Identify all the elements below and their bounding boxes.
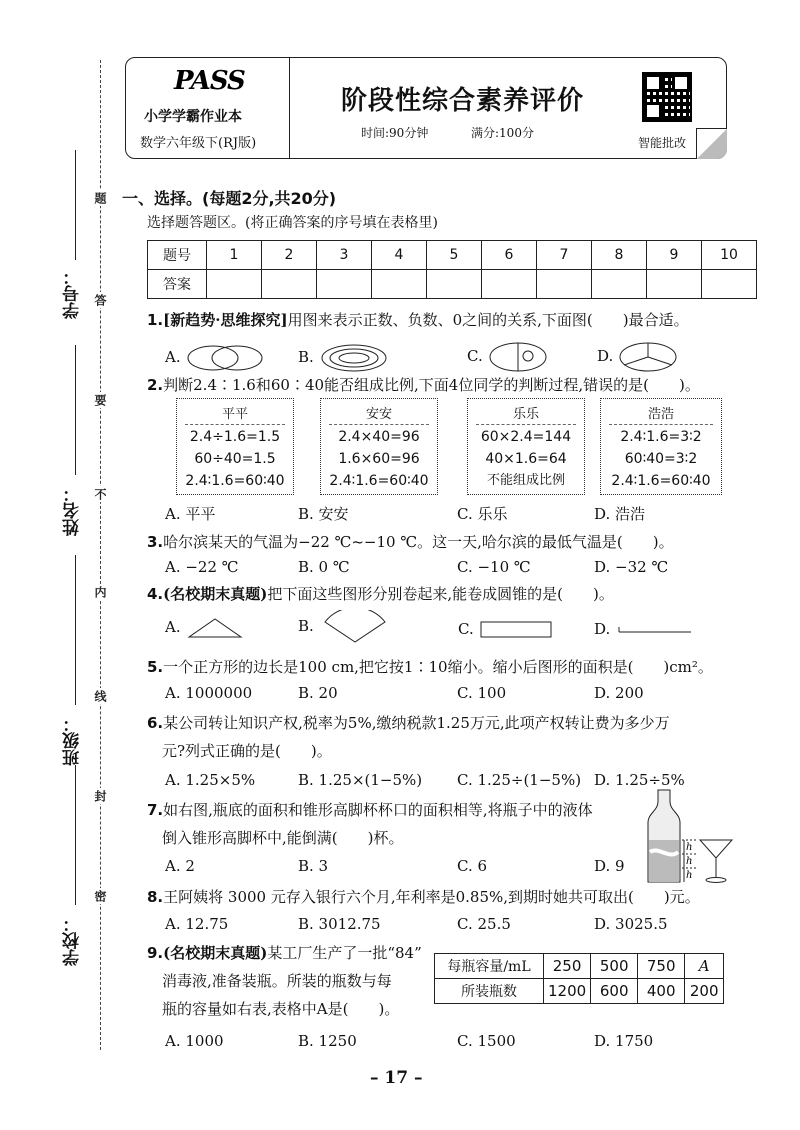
option-b[interactable]: B. 3: [298, 857, 329, 875]
option-b[interactable]: B. 3012.75: [298, 915, 381, 933]
table-cell: 750: [638, 954, 685, 979]
option-b[interactable]: B. 20: [298, 684, 338, 702]
page-title: 阶段性综合素养评价: [341, 86, 585, 116]
judge-box-haohao: 浩浩 2.4∶1.6=3∶2 60∶40=3∶2 2.4∶1.6=60∶40: [600, 398, 722, 495]
question-4: 4.(名校期末真题)把下面这些图形分别卷起来,能卷成圆锥的是( )。: [147, 585, 614, 603]
student-id-label: 学号：: [63, 268, 83, 319]
seal-char: 答: [93, 294, 107, 306]
question-8: 8.王阿姨将 3000 元存入银行六个月,年利率是0.85%,到期时她共可取出( )元。: [147, 888, 700, 906]
answer-cell[interactable]: [482, 270, 537, 299]
option-c[interactable]: C.: [467, 341, 548, 373]
table-row: [435, 954, 724, 979]
seal-char: 密: [93, 890, 107, 902]
triangle-shape-icon: [185, 615, 245, 641]
venn-overlap-icon: [185, 343, 265, 373]
concentric-ellipses-icon: [319, 343, 389, 373]
table-cell: 200: [685, 979, 724, 1004]
option-b[interactable]: B. 0 ℃: [298, 558, 350, 576]
pie-thirds-icon: [618, 341, 678, 373]
name-blank: [75, 345, 76, 475]
judge-box-anan: 安安 2.4×40=96 1.6×60=96 2.4∶1.6=60∶40: [320, 398, 438, 495]
option-a[interactable]: A. 1000: [165, 1032, 224, 1050]
table-row: [435, 979, 724, 1004]
section-note: 选择题答题区。(将正确答案的序号填在表格里): [147, 215, 438, 231]
page-curl-decoration: [696, 128, 727, 159]
sector-shape-icon: [319, 610, 391, 644]
book-title: 小学学霸作业本: [144, 109, 242, 125]
question-number-cell: 7: [537, 241, 592, 270]
question-tag: [新趋势·思维探究]: [163, 311, 288, 329]
option-c[interactable]: C. 6: [457, 857, 488, 875]
question-tag: (名校期末真题): [163, 585, 268, 603]
option-d[interactable]: D. 1750: [594, 1032, 654, 1050]
option-c[interactable]: C. 乐乐: [457, 505, 508, 523]
option-a[interactable]: A. 1000000: [165, 684, 253, 702]
option-d[interactable]: D. 浩浩: [594, 505, 646, 523]
answer-cell[interactable]: [372, 270, 427, 299]
option-d[interactable]: D. 9: [594, 857, 625, 875]
bottle-and-goblet-figure: [640, 788, 740, 888]
option-b[interactable]: B. 1250: [298, 1032, 357, 1050]
option-c[interactable]: C. 25.5: [457, 915, 511, 933]
school-label: 学校：: [63, 915, 83, 966]
option-a[interactable]: A. 1.25×5%: [165, 771, 256, 789]
option-a[interactable]: A. 12.75: [165, 915, 229, 933]
option-a[interactable]: A.: [165, 343, 265, 373]
seal-char: 内: [93, 586, 107, 598]
option-a[interactable]: A. −22 ℃: [165, 558, 239, 576]
option-a[interactable]: A. 平平: [165, 505, 216, 523]
height-label: h: [686, 856, 693, 867]
option-b[interactable]: B.: [298, 343, 389, 373]
option-d[interactable]: D. 3025.5: [594, 915, 668, 933]
table-cell: A: [685, 954, 724, 979]
table-cell: 500: [591, 954, 638, 979]
table-cell: 600: [591, 979, 638, 1004]
student-id-blank: [75, 150, 76, 260]
qr-caption: 智能批改: [638, 136, 687, 150]
rectangle-shape-icon: [479, 620, 555, 640]
option-b[interactable]: B.: [298, 610, 391, 644]
option-c[interactable]: C. 100: [457, 684, 507, 702]
header-box: [125, 57, 727, 159]
question-number-cell: 1: [207, 241, 262, 270]
option-d[interactable]: D. 200: [594, 684, 644, 702]
option-d[interactable]: D.: [597, 341, 678, 373]
class-blank: [75, 555, 76, 705]
question-9: 9.(名校期末真题)某工厂生产了一批“84”: [147, 944, 422, 962]
height-label: h: [686, 870, 693, 881]
option-a[interactable]: A.: [165, 615, 245, 641]
question-9-line2: 消毒液,准备装瓶。所装的瓶数与每: [162, 972, 392, 990]
question-tag: (名校期末真题): [163, 944, 268, 962]
answer-cell[interactable]: [262, 270, 317, 299]
question-5: 5.一个正方形的边长是100 cm,把它按1∶10缩小。缩小后图形的面积是( )cm²。: [147, 658, 713, 676]
question-number-cell: 4: [372, 241, 427, 270]
question-6-line2: 元?列式正确的是( )。: [162, 742, 332, 760]
judge-box-lele: 乐乐 60×2.4=144 40×1.6=64 不能组成比例: [467, 398, 585, 495]
answer-cell[interactable]: [317, 270, 372, 299]
answer-cell[interactable]: [702, 270, 757, 299]
page-number: – 17 –: [370, 1068, 423, 1088]
option-c[interactable]: C. −10 ℃: [457, 558, 531, 576]
question-3: 3.哈尔滨某天的气温为−22 ℃~−10 ℃。这一天,哈尔滨的最低气温是( )。: [147, 533, 674, 551]
question-number-cell: 3: [317, 241, 372, 270]
seal-char: 不: [93, 488, 107, 500]
question-number-cell: 10: [702, 241, 757, 270]
line-segment-icon: [615, 620, 695, 640]
answer-cell[interactable]: [427, 270, 482, 299]
answer-cell[interactable]: [207, 270, 262, 299]
table-row: [148, 241, 757, 270]
table-cell: 1200: [544, 979, 591, 1004]
seal-char: 封: [93, 790, 107, 802]
answer-cell[interactable]: [592, 270, 647, 299]
question-number-cell: 9: [647, 241, 702, 270]
judge-box-pingping: 平平 2.4÷1.6=1.5 60÷40=1.5 2.4∶1.6=60∶40: [176, 398, 294, 495]
question-number-cell: 8: [592, 241, 647, 270]
exam-time: 时间:90分钟: [361, 126, 429, 140]
question-number-cell: 5: [427, 241, 482, 270]
divided-circle-icon: [488, 341, 548, 373]
option-c[interactable]: C.: [458, 620, 555, 640]
table-cell: 400: [638, 979, 685, 1004]
qr-code-icon[interactable]: [642, 72, 692, 122]
table-header-cell: 答案: [148, 270, 207, 299]
name-label: 姓名：: [63, 485, 83, 536]
table-header-cell: 所装瓶数: [435, 979, 544, 1004]
question-number-cell: 6: [482, 241, 537, 270]
question-6: 6.某公司转让知识产权,税率为5%,缴纳税款1.25万元,此项产权转让费为多少万: [147, 714, 670, 732]
option-b[interactable]: B. 1.25×(1−5%): [298, 771, 423, 789]
question-7-line2: 倒入锥形高脚杯中,能倒满( )杯。: [162, 829, 404, 847]
table-cell: 250: [544, 954, 591, 979]
table-row: [148, 270, 757, 299]
option-c[interactable]: C. 1.25÷(1−5%): [457, 771, 582, 789]
pass-logo: PASS: [174, 66, 245, 96]
answer-table: [147, 240, 757, 299]
exam-score: 满分:100分: [471, 126, 534, 140]
option-a[interactable]: A. 2: [165, 857, 195, 875]
question-7: 7.如右图,瓶底的面积和锥形高脚杯杯口的面积相等,将瓶子中的液体: [147, 801, 593, 819]
section-title: 一、选择。(每题2分,共20分): [122, 189, 337, 208]
height-label: h: [686, 842, 693, 853]
class-label: 班级：: [63, 715, 83, 766]
table-header-cell: 题号: [148, 241, 207, 270]
question-9-line3: 瓶的容量如右表,表格中A是( )。: [162, 1000, 400, 1018]
question-number-cell: 2: [262, 241, 317, 270]
option-b[interactable]: B. 安安: [298, 505, 349, 523]
option-d[interactable]: D.: [594, 620, 695, 640]
header-divider: [289, 58, 290, 158]
book-subtitle: 数学六年级下(RJ版): [140, 136, 257, 151]
table-header-cell: 每瓶容量/mL: [435, 954, 544, 979]
school-blank: [75, 765, 76, 905]
question-2: 2.判断2.4∶1.6和60∶40能否组成比例,下面4位同学的判断过程,错误的是( )。: [147, 376, 700, 394]
option-d[interactable]: D. −32 ℃: [594, 558, 669, 576]
answer-cell[interactable]: [647, 270, 702, 299]
option-c[interactable]: C. 1500: [457, 1032, 516, 1050]
seal-char: 要: [93, 394, 107, 406]
capacity-table: [434, 953, 724, 1004]
option-d[interactable]: D. 1.25÷5%: [594, 771, 685, 789]
question-1: 1.[新趋势·思维探究]用图来表示正数、负数、0之间的关系,下面图( )最合适。: [147, 311, 689, 329]
seal-char: 线: [93, 690, 107, 702]
answer-cell[interactable]: [537, 270, 592, 299]
seal-char: 题: [93, 192, 107, 204]
